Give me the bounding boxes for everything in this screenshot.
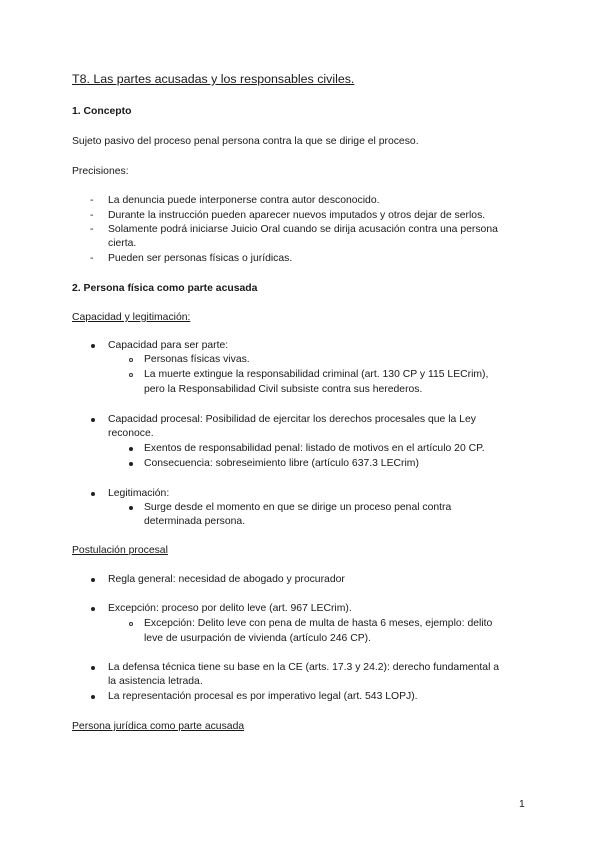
dash-bullet: - [90,224,94,235]
list-item: Pueden ser personas físicas o jurídicas. [108,253,293,264]
list-item-continuation: reconoce. [108,428,154,439]
section-heading-persona-fisica: 2. Persona física como parte acusada [72,283,258,294]
bullet-icon [91,666,95,670]
list-item-continuation: pero la Responsabilidad Civil subsiste contra sus herederos. [144,384,423,395]
list-item: La denuncia puede interponerse contra autor desconocido. [108,195,380,206]
section-heading-concepto: 1. Concepto [72,106,132,117]
bullet-icon [91,418,95,422]
bullet-icon [91,344,95,348]
list-item-continuation: leve de usurpación de vivienda (artículo 246 CP). [144,633,371,644]
list-item: Durante la instrucción pueden aparecer nuevos imputados y otros dejar de serlos. [108,210,486,221]
list-item: Capacidad para ser parte: [108,340,229,351]
list-item: Legitimación: [108,488,170,499]
subheading-persona-juridica: Persona jurídica como parte acusada [72,721,245,732]
bullet-icon [91,578,95,582]
circle-bullet-icon [129,373,133,377]
list-item: La defensa técnica tiene su base en la CE (arts. 17.3 y 24.2): derecho fundamental a [108,662,500,673]
subheading-postulacion: Postulación procesal [72,545,168,556]
bullet-icon [129,462,133,466]
dash-bullet: - [90,195,94,206]
bullet-icon [129,506,133,510]
page-number: 1 [519,799,525,810]
subheading-capacidad: Capacidad y legitimación: [72,312,191,323]
list-item-continuation: cierta. [108,238,137,249]
list-item: La muerte extingue la responsabilidad criminal (art. 130 CP y 115 LECrim), [144,369,489,380]
bullet-icon [91,492,95,496]
list-item: Consecuencia: sobreseimiento libre (artículo 637.3 LECrim) [144,458,419,469]
list-item: Personas físicas vivas. [144,354,250,365]
dash-bullet: - [90,253,94,264]
list-item: Excepción: Delito leve con pena de multa de hasta 6 meses, ejemplo: delito [144,618,493,629]
definition-text: Sujeto pasivo del proceso penal persona contra la que se dirige el proceso. [72,136,419,147]
bullet-icon [91,607,95,611]
list-item: Solamente podrá iniciarse Juicio Oral cuando se dirija acusación contra una persona [108,224,498,235]
list-item: La representación procesal es por imperativo legal (art. 543 LOPJ). [108,691,418,702]
list-item: Surge desde el momento en que se dirige un proceso penal contra [144,502,452,513]
list-item: Exentos de responsabilidad penal: listado de motivos en el artículo 20 CP. [144,443,485,454]
dash-bullet: - [90,210,94,221]
precisiones-label: Precisiones: [72,166,129,177]
circle-bullet-icon [129,622,133,626]
list-item: Excepción: proceso por delito leve (art. 967 LECrim). [108,603,352,614]
bullet-icon [91,695,95,699]
circle-bullet-icon [129,358,133,362]
list-item: Capacidad procesal: Posibilidad de ejercitar los derechos procesales que la Ley [108,414,476,425]
list-item-continuation: la asistencia letrada. [108,676,203,687]
page-title: T8. Las partes acusadas y los responsables civiles. [72,72,355,86]
bullet-icon [129,447,133,451]
list-item: Regla general: necesidad de abogado y procurador [108,574,345,585]
list-item-continuation: determinada persona. [144,516,246,527]
